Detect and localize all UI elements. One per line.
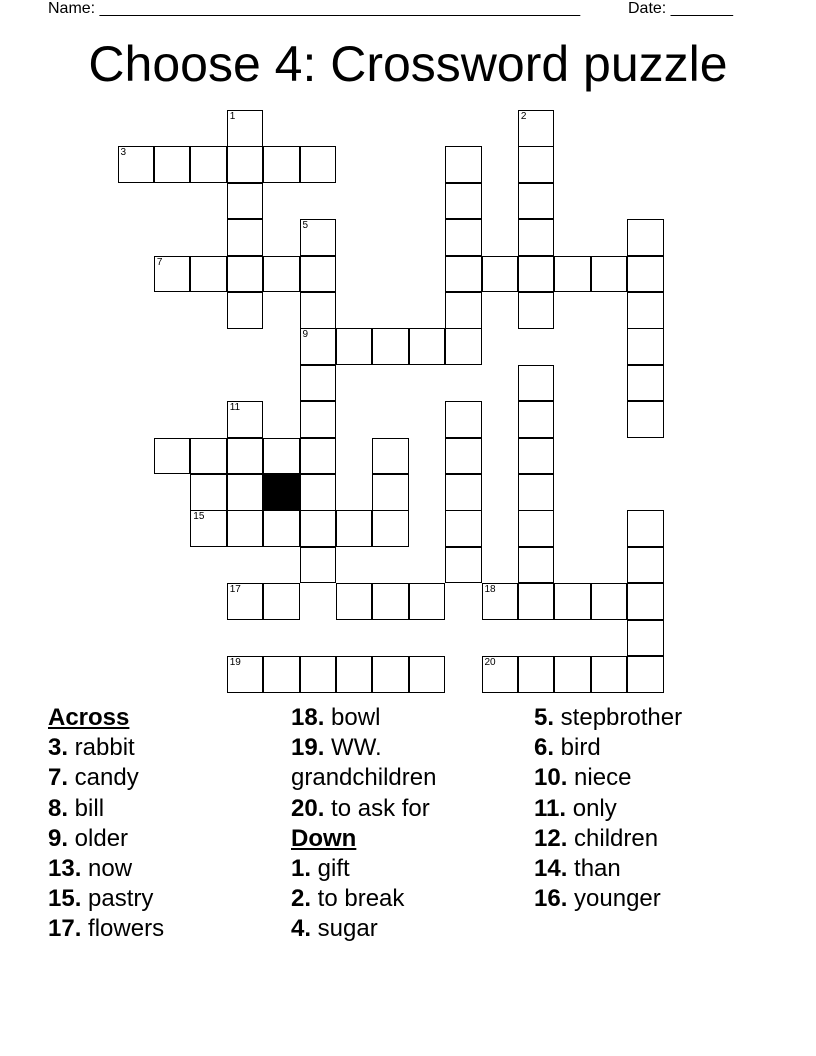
crossword-cell[interactable]: [227, 219, 264, 256]
crossword-cell[interactable]: [227, 292, 264, 329]
clue-item-number: 1.: [291, 855, 312, 883]
clue-item-text: rabbit: [68, 734, 135, 762]
crossword-cell[interactable]: [227, 256, 264, 293]
crossword-cell[interactable]: [190, 146, 227, 183]
crossword-cell[interactable]: [518, 110, 555, 147]
crossword-cell[interactable]: [300, 656, 337, 693]
crossword-cell[interactable]: [227, 183, 264, 220]
crossword-cell[interactable]: [227, 510, 264, 547]
crossword-cell[interactable]: [409, 328, 446, 365]
clue-item-text: grandchildren: [291, 764, 437, 792]
crossword-cell[interactable]: [627, 547, 664, 584]
crossword-cell[interactable]: [445, 328, 482, 365]
clue-item-text: bill: [68, 794, 105, 822]
clue-item: [48, 884, 268, 914]
crossword-cell[interactable]: [227, 438, 264, 475]
clue-item-number: 4.: [291, 915, 312, 943]
crossword-cell[interactable]: [227, 401, 264, 438]
clue-item-number: 16.: [534, 885, 568, 913]
crossword-cell[interactable]: [336, 328, 373, 365]
clue-item-number: 2.: [291, 885, 312, 913]
clue-item-number: 7.: [48, 764, 69, 792]
date-field-label: Date: _______: [628, 0, 733, 17]
clue-item-number: 8.: [48, 794, 69, 822]
crossword-cell[interactable]: [518, 365, 555, 402]
crossword-cell[interactable]: [518, 583, 555, 620]
clue-item-text: now: [81, 855, 133, 883]
crossword-cell[interactable]: [300, 146, 337, 183]
clue-item-text: younger: [567, 885, 661, 913]
crossword-cell[interactable]: [627, 219, 664, 256]
crossword-cell[interactable]: [227, 656, 264, 693]
clue-item: [534, 733, 774, 763]
crossword-cell[interactable]: [627, 401, 664, 438]
crossword-cell[interactable]: [518, 656, 555, 693]
crossword-cell[interactable]: [227, 146, 264, 183]
crossword-cell[interactable]: [445, 256, 482, 293]
crossword-cell[interactable]: [445, 401, 482, 438]
crossword-cell[interactable]: [445, 183, 482, 220]
crossword-cell[interactable]: [482, 256, 519, 293]
crossword-cell[interactable]: [372, 438, 409, 475]
clue-number: 1: [229, 111, 236, 122]
clue-item: [291, 703, 511, 733]
clue-item: [534, 703, 774, 733]
crossword-cell[interactable]: [554, 583, 591, 620]
crossword-cell[interactable]: [190, 510, 227, 547]
clue-item: [48, 733, 268, 763]
crossword-cell[interactable]: [372, 474, 409, 511]
clue-number: 20: [484, 657, 496, 668]
clue-item-text: flowers: [81, 915, 165, 943]
crossword-cell[interactable]: [482, 656, 519, 693]
clue-item-text: older: [68, 824, 129, 852]
crossword-cell[interactable]: [154, 438, 191, 475]
clue-item-text: bowl: [324, 704, 381, 731]
clue-item-number: 9.: [48, 824, 69, 852]
crossword-cell[interactable]: [445, 510, 482, 547]
crossword-cell[interactable]: [518, 146, 555, 183]
crossword-cell[interactable]: [263, 256, 300, 293]
clue-number: 15: [193, 511, 205, 523]
crossword-cell[interactable]: [300, 365, 337, 402]
crossword-cell[interactable]: [300, 510, 337, 547]
clue-item-text: bird: [554, 734, 601, 762]
clue-item-number: 10.: [534, 764, 568, 792]
crossword-cell[interactable]: [372, 510, 409, 547]
clue-item: [48, 854, 268, 884]
crossword-cell[interactable]: [409, 583, 446, 620]
clue-item-text: to ask for: [324, 794, 430, 822]
black-square: [263, 474, 300, 511]
crossword-cell[interactable]: [445, 146, 482, 183]
clue-item-text: sugar: [311, 915, 378, 943]
crossword-cell[interactable]: [336, 656, 373, 693]
crossword-cell[interactable]: [591, 583, 628, 620]
clue-number: 18: [484, 584, 496, 596]
clue-item-text: niece: [567, 764, 632, 792]
crossword-cell[interactable]: [591, 256, 628, 293]
crossword-cell[interactable]: [372, 656, 409, 693]
clue-item: [534, 824, 774, 854]
crossword-cell[interactable]: [627, 365, 664, 402]
crossword-cell[interactable]: [627, 328, 664, 365]
clue-number: 17: [229, 584, 241, 596]
clue-item-text: to break: [311, 885, 405, 913]
crossword-cell[interactable]: [300, 401, 337, 438]
clue-number: 11: [229, 402, 241, 414]
crossword-cell[interactable]: [518, 438, 555, 475]
crossword-cell[interactable]: [300, 547, 337, 584]
crossword-cell[interactable]: [627, 620, 664, 657]
clue-item-number: 17.: [48, 915, 82, 943]
clue-item-number: 11.: [534, 794, 567, 822]
crossword-cell[interactable]: [154, 256, 191, 293]
crossword-cell[interactable]: [518, 292, 555, 329]
crossword-cell[interactable]: [518, 183, 555, 220]
crossword-cell[interactable]: [190, 256, 227, 293]
clue-item: [534, 763, 774, 793]
clue-item-number: 12.: [534, 824, 568, 852]
clue-item: [291, 914, 511, 944]
clue-number: 3: [120, 147, 127, 159]
clue-item-text: pastry: [81, 885, 154, 913]
clue-item: [534, 794, 774, 824]
clue-number: 19: [229, 657, 241, 668]
clue-item: [291, 733, 511, 763]
clue-item-number: 3.: [48, 734, 69, 762]
clue-item-number: 5.: [534, 704, 555, 731]
name-field-label: Name: ______________________________________________________: [48, 0, 581, 17]
clue-item: [534, 884, 774, 914]
clue-item-text: children: [567, 824, 659, 852]
page-title: Choose 4: Crossword puzzle: [88, 36, 728, 92]
crossword-cell[interactable]: [518, 474, 555, 511]
clue-item-number: 14.: [534, 855, 568, 883]
crossword-cell[interactable]: [118, 146, 155, 183]
clue-column-3: [534, 703, 774, 914]
crossword-cell[interactable]: [518, 510, 555, 547]
crossword-cell[interactable]: [227, 583, 264, 620]
crossword-cell[interactable]: [445, 438, 482, 475]
crossword-cell[interactable]: [627, 583, 664, 620]
clue-section-heading: Down: [291, 824, 357, 852]
clue-item: [48, 763, 268, 793]
crossword-cell[interactable]: [372, 328, 409, 365]
crossword-cell[interactable]: [591, 656, 628, 693]
crossword-cell[interactable]: [190, 474, 227, 511]
clue-item-number: 6.: [534, 734, 555, 762]
clue-item-text: stepbrother: [554, 704, 683, 731]
clue-item: [291, 854, 511, 884]
crossword-cell[interactable]: [300, 292, 337, 329]
clue-item: [291, 794, 511, 824]
crossword-cell[interactable]: [445, 292, 482, 329]
clue-section-heading: Across: [48, 704, 130, 731]
crossword-cell[interactable]: [409, 656, 446, 693]
crossword-cell[interactable]: [554, 656, 591, 693]
clue-item: [534, 854, 774, 884]
crossword-cell[interactable]: [372, 583, 409, 620]
crossword-cell[interactable]: [627, 656, 664, 693]
crossword-cell[interactable]: [300, 474, 337, 511]
crossword-cell[interactable]: [300, 328, 337, 365]
clue-item-text: only: [566, 794, 617, 822]
crossword-cell[interactable]: [263, 656, 300, 693]
clue-item-text: WW.: [324, 734, 382, 762]
clue-item: [48, 794, 268, 824]
crossword-cell[interactable]: [445, 474, 482, 511]
crossword-cell[interactable]: [627, 292, 664, 329]
crossword-cell[interactable]: [300, 256, 337, 293]
crossword-cell[interactable]: [154, 146, 191, 183]
crossword-cell[interactable]: [445, 547, 482, 584]
crossword-cell[interactable]: [518, 547, 555, 584]
clue-item: [291, 763, 511, 793]
crossword-cell[interactable]: [627, 510, 664, 547]
clue-item: [48, 824, 268, 854]
crossword-cell[interactable]: [263, 146, 300, 183]
clue-item-number: 19.: [291, 734, 325, 762]
clue-item-text: candy: [68, 764, 139, 792]
crossword-cell[interactable]: [263, 438, 300, 475]
clue-item-number: 15.: [48, 885, 82, 913]
crossword-cell[interactable]: [227, 474, 264, 511]
crossword-cell[interactable]: [445, 219, 482, 256]
clue-number: 2: [520, 111, 527, 122]
clue-column-1: [48, 703, 268, 945]
clue-item-text: gift: [311, 855, 350, 883]
clue-item-number: 20.: [291, 794, 325, 822]
crossword-cell[interactable]: [518, 256, 555, 293]
crossword-cell[interactable]: [518, 219, 555, 256]
crossword-cell[interactable]: [263, 583, 300, 620]
crossword-cell[interactable]: [336, 510, 373, 547]
clue-item: [291, 884, 511, 914]
crossword-cell[interactable]: [300, 219, 337, 256]
clue-number: 7: [156, 256, 163, 268]
crossword-cell[interactable]: [554, 256, 591, 293]
clue-number: 5: [302, 220, 309, 232]
clue-number: 9: [302, 329, 309, 341]
clue-item-number: 13.: [48, 855, 82, 883]
crossword-cell[interactable]: [627, 256, 664, 293]
crossword-cell[interactable]: [190, 438, 227, 475]
crossword-cell[interactable]: [300, 438, 337, 475]
clue-item: [48, 914, 268, 944]
clue-item-text: than: [567, 855, 621, 883]
clue-column-2: [291, 703, 511, 945]
crossword-cell[interactable]: [263, 510, 300, 547]
crossword-cell[interactable]: [227, 110, 264, 147]
crossword-cell[interactable]: [336, 583, 373, 620]
clue-item-number: 18.: [291, 704, 325, 731]
crossword-cell[interactable]: [482, 583, 519, 620]
crossword-cell[interactable]: [518, 401, 555, 438]
